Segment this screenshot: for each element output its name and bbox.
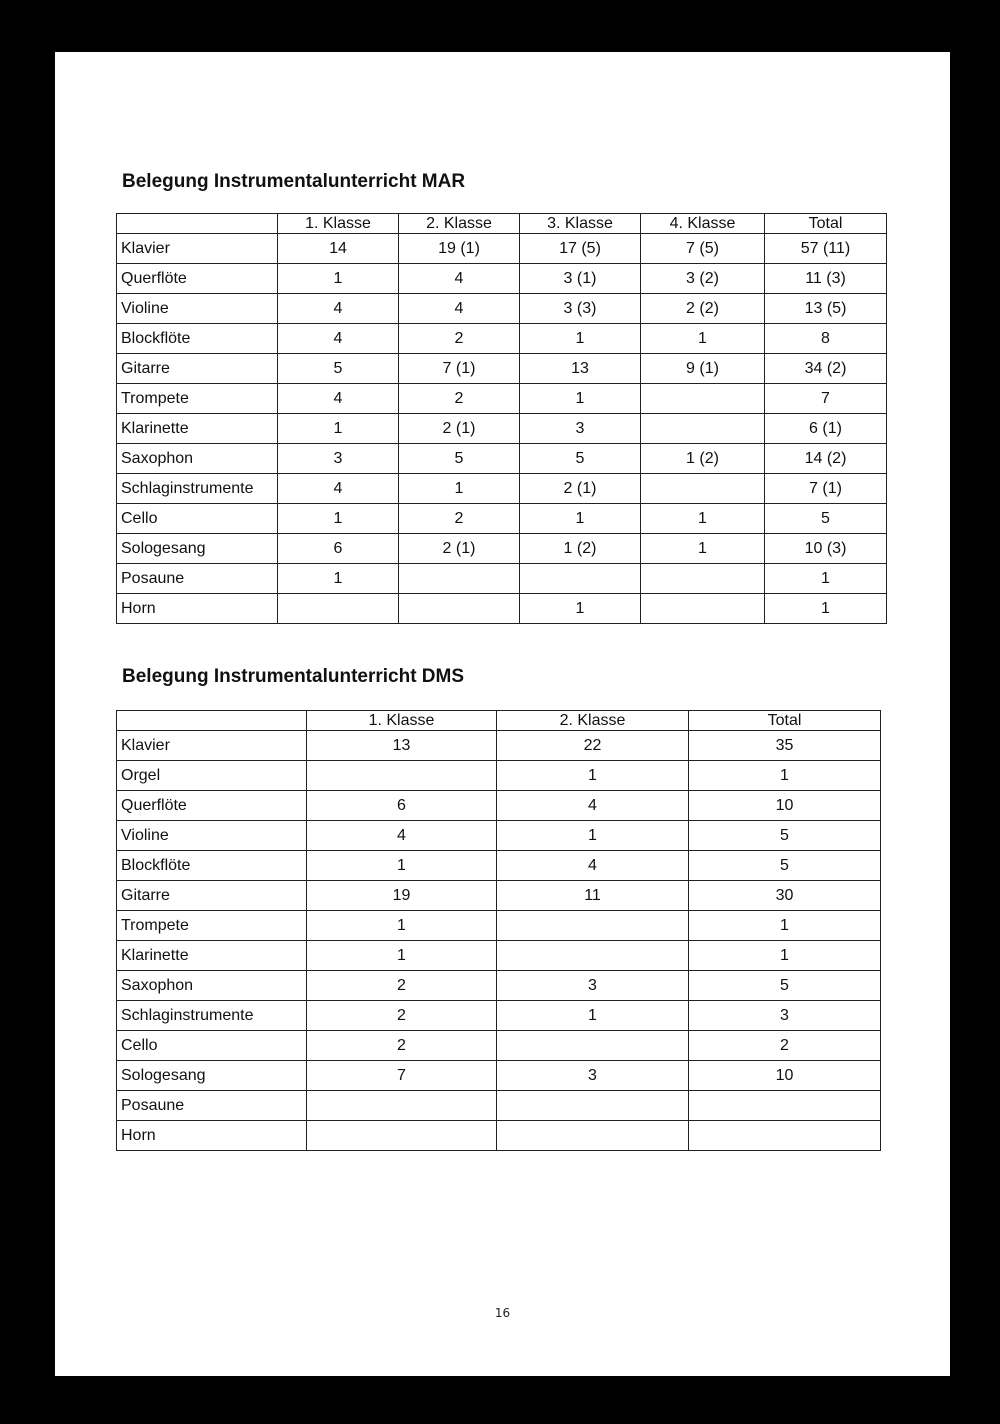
- count-cell: 13: [520, 354, 641, 384]
- count-cell: 34 (2): [765, 354, 887, 384]
- count-cell: 9 (1): [641, 354, 765, 384]
- count-cell: [641, 564, 765, 594]
- count-cell: 4: [497, 791, 689, 821]
- count-cell: 3: [278, 444, 399, 474]
- count-cell: 1: [307, 941, 497, 971]
- count-cell: 2 (1): [399, 414, 520, 444]
- instrument-label: Gitarre: [117, 881, 307, 911]
- instrument-label: Trompete: [117, 384, 278, 414]
- count-cell: 30: [689, 881, 881, 911]
- count-cell: 7: [307, 1061, 497, 1091]
- instrument-label: Blockflöte: [117, 851, 307, 881]
- count-cell: 3 (3): [520, 294, 641, 324]
- count-cell: 7 (1): [399, 354, 520, 384]
- count-cell: 1: [399, 474, 520, 504]
- count-cell: [497, 1031, 689, 1061]
- count-cell: 5: [278, 354, 399, 384]
- instrument-label: Schlaginstrumente: [117, 474, 278, 504]
- table-row: [117, 564, 887, 594]
- table-row: [117, 821, 881, 851]
- count-cell: [497, 1091, 689, 1121]
- count-cell: 7: [765, 384, 887, 414]
- instrument-label: Saxophon: [117, 444, 278, 474]
- column-header: Total: [689, 711, 881, 731]
- count-cell: 10 (3): [765, 534, 887, 564]
- count-cell: [520, 564, 641, 594]
- table-row: [117, 474, 887, 504]
- count-cell: 1: [497, 1001, 689, 1031]
- count-cell: 1: [689, 761, 881, 791]
- instrument-label: Klavier: [117, 234, 278, 264]
- count-cell: 2 (1): [520, 474, 641, 504]
- count-cell: [278, 594, 399, 624]
- count-cell: 3 (1): [520, 264, 641, 294]
- count-cell: 35: [689, 731, 881, 761]
- count-cell: [689, 1091, 881, 1121]
- count-cell: 14: [278, 234, 399, 264]
- count-cell: 1 (2): [520, 534, 641, 564]
- instrument-label: Blockflöte: [117, 324, 278, 354]
- table-row: [117, 971, 881, 1001]
- instrument-label: Posaune: [117, 1091, 307, 1121]
- column-header: 1. Klasse: [278, 214, 399, 234]
- count-cell: 4: [278, 294, 399, 324]
- count-cell: 10: [689, 791, 881, 821]
- count-cell: [307, 1121, 497, 1151]
- count-cell: 11 (3): [765, 264, 887, 294]
- count-cell: 1: [278, 264, 399, 294]
- count-cell: [307, 1091, 497, 1121]
- instrument-label: Klarinette: [117, 941, 307, 971]
- count-cell: 13: [307, 731, 497, 761]
- count-cell: 4: [497, 851, 689, 881]
- table-row: [117, 1121, 881, 1151]
- mar-table: [116, 213, 887, 624]
- count-cell: 1: [520, 384, 641, 414]
- document-page: [55, 52, 950, 1376]
- count-cell: [641, 414, 765, 444]
- count-cell: 7 (5): [641, 234, 765, 264]
- count-cell: 5: [520, 444, 641, 474]
- dms-table: [116, 710, 881, 1151]
- count-cell: [641, 474, 765, 504]
- count-cell: 6: [307, 791, 497, 821]
- count-cell: 17 (5): [520, 234, 641, 264]
- instrument-label: Klarinette: [117, 414, 278, 444]
- count-cell: [399, 594, 520, 624]
- count-cell: 1: [497, 821, 689, 851]
- count-cell: 1: [641, 534, 765, 564]
- table-row: [117, 1061, 881, 1091]
- count-cell: 2: [399, 504, 520, 534]
- count-cell: 4: [278, 474, 399, 504]
- table-row: [117, 1031, 881, 1061]
- count-cell: 14 (2): [765, 444, 887, 474]
- mar-table-body: [117, 234, 887, 624]
- column-header: [117, 711, 307, 731]
- table-row: [117, 414, 887, 444]
- count-cell: 1: [497, 761, 689, 791]
- count-cell: 1 (2): [641, 444, 765, 474]
- count-cell: 1: [278, 414, 399, 444]
- count-cell: 11: [497, 881, 689, 911]
- count-cell: 4: [278, 384, 399, 414]
- instrument-label: Cello: [117, 504, 278, 534]
- table-row: [117, 851, 881, 881]
- count-cell: 4: [307, 821, 497, 851]
- count-cell: 19 (1): [399, 234, 520, 264]
- table-row: [117, 534, 887, 564]
- count-cell: 2: [399, 384, 520, 414]
- mar-table-title: Belegung Instrumentalunterricht MAR: [122, 171, 466, 192]
- header-row: [117, 214, 887, 234]
- count-cell: 57 (11): [765, 234, 887, 264]
- table-row: [117, 791, 881, 821]
- column-header: 1. Klasse: [307, 711, 497, 731]
- instrument-label: Querflöte: [117, 264, 278, 294]
- count-cell: 10: [689, 1061, 881, 1091]
- table-row: [117, 384, 887, 414]
- table-row: [117, 881, 881, 911]
- instrument-label: Sologesang: [117, 1061, 307, 1091]
- table-row: [117, 761, 881, 791]
- count-cell: 2: [399, 324, 520, 354]
- instrument-label: Posaune: [117, 564, 278, 594]
- count-cell: 1: [520, 504, 641, 534]
- dms-table-body: [117, 731, 881, 1151]
- dms-table-title: Belegung Instrumentalunterricht DMS: [122, 666, 465, 687]
- count-cell: 2 (1): [399, 534, 520, 564]
- count-cell: 1: [641, 324, 765, 354]
- count-cell: 3: [497, 971, 689, 1001]
- column-header: 2. Klasse: [399, 214, 520, 234]
- instrument-label: Klavier: [117, 731, 307, 761]
- count-cell: 3: [689, 1001, 881, 1031]
- table-row: [117, 264, 887, 294]
- table-row: [117, 324, 887, 354]
- count-cell: 1: [520, 324, 641, 354]
- instrument-label: Trompete: [117, 911, 307, 941]
- count-cell: 2 (2): [641, 294, 765, 324]
- count-cell: [497, 1121, 689, 1151]
- table-row: [117, 1091, 881, 1121]
- column-header: Total: [765, 214, 887, 234]
- instrument-label: Violine: [117, 294, 278, 324]
- column-header: [117, 214, 278, 234]
- count-cell: 5: [689, 971, 881, 1001]
- count-cell: 13 (5): [765, 294, 887, 324]
- count-cell: [399, 564, 520, 594]
- table-row: [117, 941, 881, 971]
- page-number: 16: [494, 1306, 511, 1320]
- instrument-label: Gitarre: [117, 354, 278, 384]
- column-header: 3. Klasse: [520, 214, 641, 234]
- count-cell: 2: [689, 1031, 881, 1061]
- count-cell: 3: [520, 414, 641, 444]
- instrument-label: Schlaginstrumente: [117, 1001, 307, 1031]
- count-cell: 1: [765, 564, 887, 594]
- instrument-label: Violine: [117, 821, 307, 851]
- count-cell: 1: [520, 594, 641, 624]
- count-cell: 1: [307, 851, 497, 881]
- count-cell: 2: [307, 1031, 497, 1061]
- mar-table-header: [117, 214, 887, 234]
- count-cell: 2: [307, 971, 497, 1001]
- instrument-label: Orgel: [117, 761, 307, 791]
- count-cell: 1: [765, 594, 887, 624]
- count-cell: 8: [765, 324, 887, 354]
- count-cell: 1: [278, 504, 399, 534]
- count-cell: 3 (2): [641, 264, 765, 294]
- count-cell: 6 (1): [765, 414, 887, 444]
- count-cell: 1: [689, 941, 881, 971]
- table-row: [117, 1001, 881, 1031]
- count-cell: 5: [689, 821, 881, 851]
- count-cell: 5: [399, 444, 520, 474]
- instrument-label: Saxophon: [117, 971, 307, 1001]
- instrument-label: Horn: [117, 594, 278, 624]
- count-cell: 1: [278, 564, 399, 594]
- count-cell: 1: [307, 911, 497, 941]
- count-cell: 4: [399, 294, 520, 324]
- count-cell: 2: [307, 1001, 497, 1031]
- table-row: [117, 234, 887, 264]
- count-cell: [497, 911, 689, 941]
- instrument-label: Sologesang: [117, 534, 278, 564]
- instrument-label: Cello: [117, 1031, 307, 1061]
- count-cell: [689, 1121, 881, 1151]
- table-row: [117, 444, 887, 474]
- count-cell: 3: [497, 1061, 689, 1091]
- column-header: 2. Klasse: [497, 711, 689, 731]
- instrument-label: Querflöte: [117, 791, 307, 821]
- count-cell: [497, 941, 689, 971]
- count-cell: 7 (1): [765, 474, 887, 504]
- count-cell: 19: [307, 881, 497, 911]
- count-cell: 6: [278, 534, 399, 564]
- table-row: [117, 731, 881, 761]
- count-cell: [641, 594, 765, 624]
- count-cell: 1: [641, 504, 765, 534]
- count-cell: 4: [399, 264, 520, 294]
- column-header: 4. Klasse: [641, 214, 765, 234]
- count-cell: [307, 761, 497, 791]
- count-cell: 1: [689, 911, 881, 941]
- count-cell: 4: [278, 324, 399, 354]
- count-cell: [641, 384, 765, 414]
- header-row: [117, 711, 881, 731]
- count-cell: 22: [497, 731, 689, 761]
- count-cell: 5: [765, 504, 887, 534]
- table-row: [117, 504, 887, 534]
- instrument-label: Horn: [117, 1121, 307, 1151]
- count-cell: 5: [689, 851, 881, 881]
- table-row: [117, 294, 887, 324]
- table-row: [117, 594, 887, 624]
- table-row: [117, 354, 887, 384]
- table-row: [117, 911, 881, 941]
- dms-table-header: [117, 711, 881, 731]
